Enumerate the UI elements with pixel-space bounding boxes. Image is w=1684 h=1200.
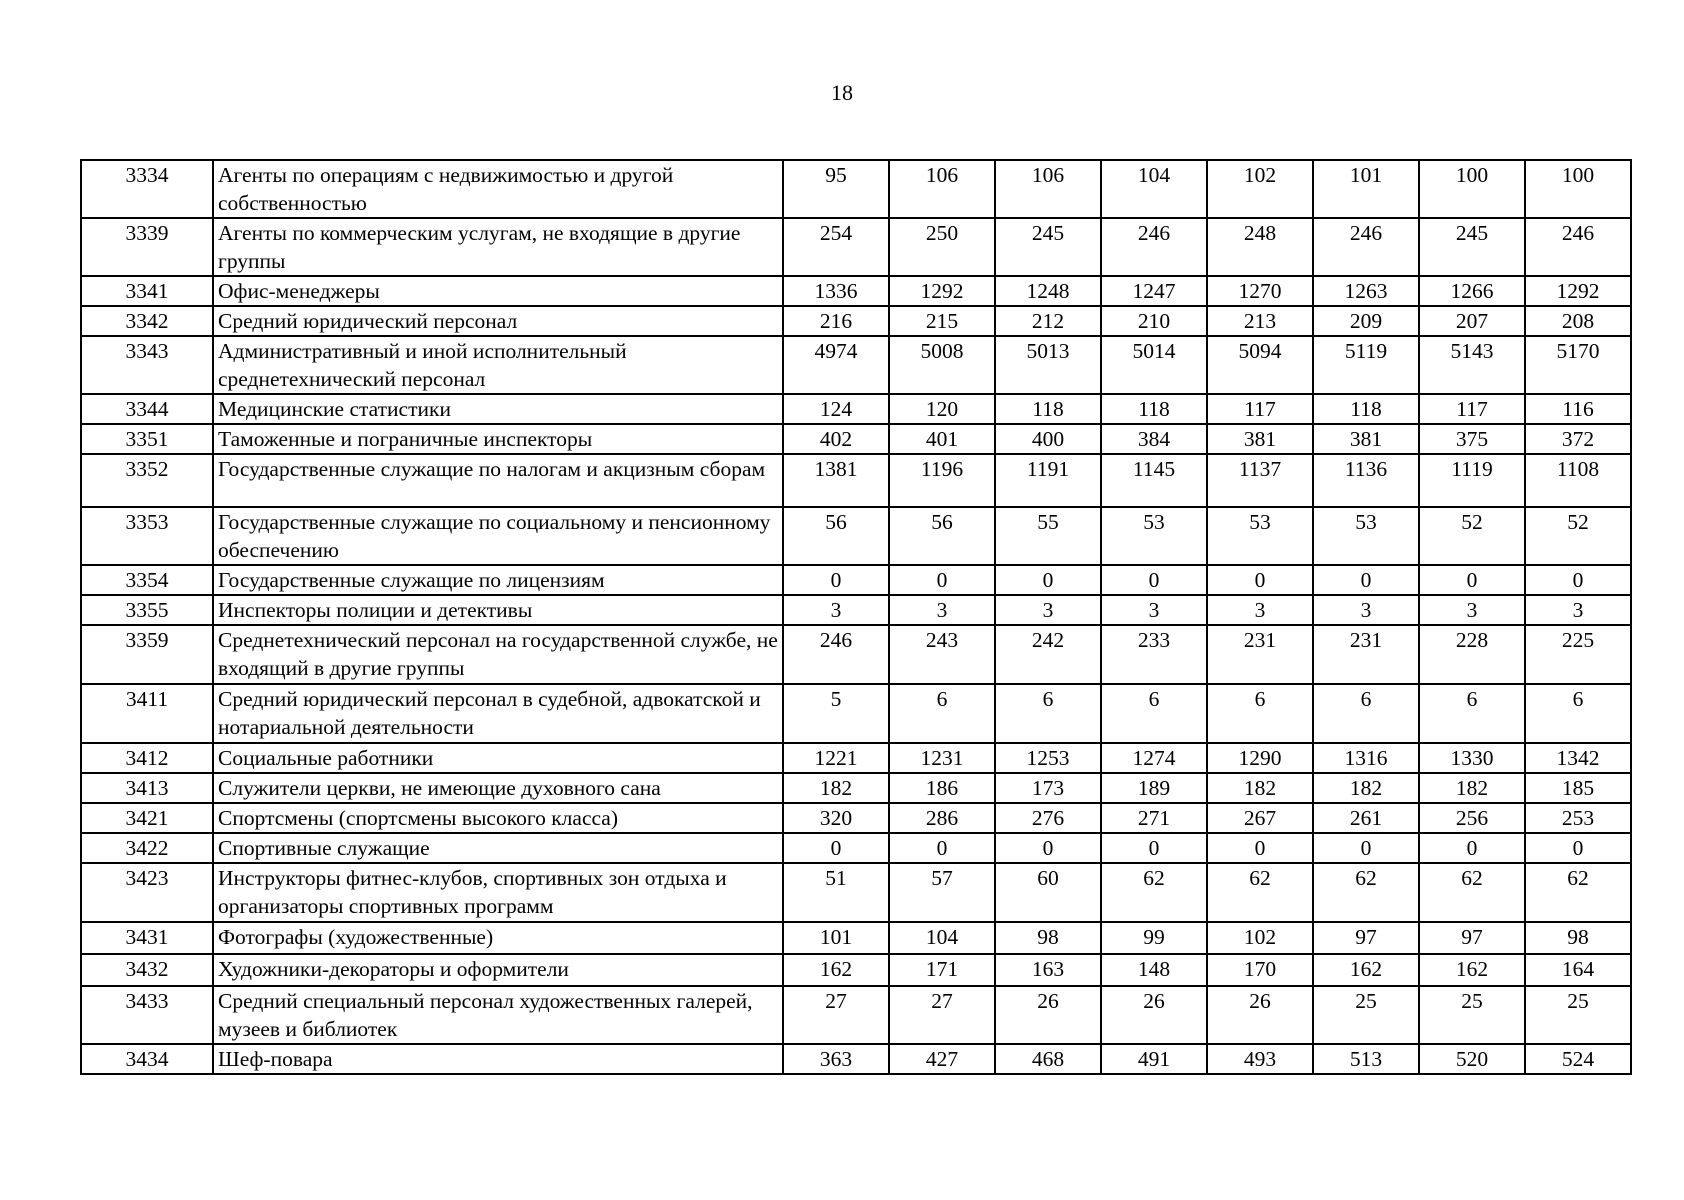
table-row — [81, 954, 1631, 986]
occupation-code: 3433 — [81, 986, 213, 1044]
value-cell: 5014 — [1101, 336, 1207, 394]
value-cell: 5094 — [1207, 336, 1313, 394]
occupation-code: 3351 — [81, 424, 213, 454]
value-cell: 372 — [1525, 424, 1631, 454]
value-cell: 1145 — [1101, 454, 1207, 507]
value-cell: 1263 — [1313, 276, 1419, 306]
occupation-code: 3354 — [81, 565, 213, 595]
value-cell: 171 — [889, 954, 995, 986]
value-cell: 320 — [783, 803, 889, 833]
occupation-code: 3359 — [81, 625, 213, 684]
value-cell: 1330 — [1419, 743, 1525, 773]
value-cell: 225 — [1525, 625, 1631, 684]
occupation-name: Среднетехнический персонал на государственной службе, не входящий в другие группы — [213, 625, 783, 684]
value-cell: 3 — [995, 595, 1101, 625]
value-cell: 3 — [783, 595, 889, 625]
value-cell: 1292 — [1525, 276, 1631, 306]
value-cell: 267 — [1207, 803, 1313, 833]
occupation-code: 3342 — [81, 306, 213, 336]
table-row — [81, 336, 1631, 394]
value-cell: 104 — [889, 922, 995, 954]
value-cell: 186 — [889, 773, 995, 803]
value-cell: 6 — [995, 684, 1101, 743]
value-cell: 253 — [1525, 803, 1631, 833]
value-cell: 97 — [1419, 922, 1525, 954]
occupation-code: 3355 — [81, 595, 213, 625]
value-cell: 493 — [1207, 1044, 1313, 1074]
value-cell: 62 — [1419, 863, 1525, 922]
value-cell: 102 — [1207, 160, 1313, 218]
occupation-code: 3344 — [81, 394, 213, 424]
occupation-name: Спортсмены (спортсмены высокого класса) — [213, 803, 783, 833]
occupation-code: 3343 — [81, 336, 213, 394]
value-cell: 0 — [1419, 565, 1525, 595]
occupation-code: 3339 — [81, 218, 213, 276]
value-cell: 1248 — [995, 276, 1101, 306]
value-cell: 3 — [1207, 595, 1313, 625]
value-cell: 118 — [995, 394, 1101, 424]
table-row — [81, 507, 1631, 565]
value-cell: 231 — [1313, 625, 1419, 684]
table-row — [81, 684, 1631, 743]
value-cell: 162 — [1419, 954, 1525, 986]
value-cell: 26 — [995, 986, 1101, 1044]
occupation-code: 3411 — [81, 684, 213, 743]
value-cell: 524 — [1525, 1044, 1631, 1074]
value-cell: 164 — [1525, 954, 1631, 986]
value-cell: 173 — [995, 773, 1101, 803]
value-cell: 5008 — [889, 336, 995, 394]
table-row — [81, 863, 1631, 922]
value-cell: 0 — [783, 565, 889, 595]
value-cell: 148 — [1101, 954, 1207, 986]
value-cell: 400 — [995, 424, 1101, 454]
occupation-name: Агенты по операциям с недвижимостью и другой собственностью — [213, 160, 783, 218]
value-cell: 98 — [1525, 922, 1631, 954]
value-cell: 363 — [783, 1044, 889, 1074]
value-cell: 117 — [1419, 394, 1525, 424]
value-cell: 62 — [1313, 863, 1419, 922]
value-cell: 162 — [1313, 954, 1419, 986]
value-cell: 0 — [1207, 565, 1313, 595]
value-cell: 26 — [1207, 986, 1313, 1044]
table-row — [81, 565, 1631, 595]
value-cell: 97 — [1313, 922, 1419, 954]
value-cell: 384 — [1101, 424, 1207, 454]
value-cell: 209 — [1313, 306, 1419, 336]
value-cell: 104 — [1101, 160, 1207, 218]
value-cell: 3 — [1101, 595, 1207, 625]
table-row — [81, 803, 1631, 833]
value-cell: 4974 — [783, 336, 889, 394]
value-cell: 1108 — [1525, 454, 1631, 507]
value-cell: 185 — [1525, 773, 1631, 803]
table-body — [81, 160, 1631, 1074]
value-cell: 56 — [889, 507, 995, 565]
table-row — [81, 1044, 1631, 1074]
value-cell: 245 — [995, 218, 1101, 276]
occupation-name: Фотографы (художественные) — [213, 922, 783, 954]
value-cell: 6 — [1313, 684, 1419, 743]
value-cell: 117 — [1207, 394, 1313, 424]
table-row — [81, 595, 1631, 625]
value-cell: 182 — [783, 773, 889, 803]
table-row — [81, 773, 1631, 803]
value-cell: 1247 — [1101, 276, 1207, 306]
value-cell: 6 — [1419, 684, 1525, 743]
occupation-code: 3341 — [81, 276, 213, 306]
occupation-name: Государственные служащие по социальному и пенсионному обеспечению — [213, 507, 783, 565]
occupation-code: 3413 — [81, 773, 213, 803]
value-cell: 3 — [1313, 595, 1419, 625]
table-row — [81, 454, 1631, 507]
occupation-code: 3412 — [81, 743, 213, 773]
value-cell: 271 — [1101, 803, 1207, 833]
table-row — [81, 986, 1631, 1044]
value-cell: 1196 — [889, 454, 995, 507]
table-row — [81, 160, 1631, 218]
value-cell: 228 — [1419, 625, 1525, 684]
value-cell: 402 — [783, 424, 889, 454]
value-cell: 106 — [995, 160, 1101, 218]
value-cell: 242 — [995, 625, 1101, 684]
value-cell: 0 — [1101, 565, 1207, 595]
value-cell: 25 — [1525, 986, 1631, 1044]
value-cell: 25 — [1313, 986, 1419, 1044]
occupation-name: Служители церкви, не имеющие духовного сана — [213, 773, 783, 803]
value-cell: 246 — [1101, 218, 1207, 276]
value-cell: 1316 — [1313, 743, 1419, 773]
value-cell: 51 — [783, 863, 889, 922]
value-cell: 120 — [889, 394, 995, 424]
value-cell: 170 — [1207, 954, 1313, 986]
value-cell: 0 — [1313, 565, 1419, 595]
value-cell: 3 — [1419, 595, 1525, 625]
value-cell: 243 — [889, 625, 995, 684]
value-cell: 491 — [1101, 1044, 1207, 1074]
value-cell: 261 — [1313, 803, 1419, 833]
value-cell: 1290 — [1207, 743, 1313, 773]
value-cell: 375 — [1419, 424, 1525, 454]
value-cell: 3 — [1525, 595, 1631, 625]
value-cell: 118 — [1101, 394, 1207, 424]
value-cell: 250 — [889, 218, 995, 276]
occupation-name: Административный и иной исполнительный среднетехнический персонал — [213, 336, 783, 394]
occupation-code: 3423 — [81, 863, 213, 922]
table-row — [81, 276, 1631, 306]
value-cell: 95 — [783, 160, 889, 218]
value-cell: 381 — [1207, 424, 1313, 454]
value-cell: 276 — [995, 803, 1101, 833]
value-cell: 248 — [1207, 218, 1313, 276]
value-cell: 246 — [1525, 218, 1631, 276]
occupation-name: Агенты по коммерческим услугам, не входящие в другие группы — [213, 218, 783, 276]
value-cell: 102 — [1207, 922, 1313, 954]
value-cell: 57 — [889, 863, 995, 922]
value-cell: 256 — [1419, 803, 1525, 833]
value-cell: 124 — [783, 394, 889, 424]
occupation-name: Таможенные и пограничные инспекторы — [213, 424, 783, 454]
table-row — [81, 306, 1631, 336]
value-cell: 60 — [995, 863, 1101, 922]
value-cell: 5143 — [1419, 336, 1525, 394]
value-cell: 0 — [1525, 833, 1631, 863]
value-cell: 0 — [1101, 833, 1207, 863]
table-row — [81, 833, 1631, 863]
value-cell: 163 — [995, 954, 1101, 986]
occupation-name: Социальные работники — [213, 743, 783, 773]
value-cell: 1381 — [783, 454, 889, 507]
value-cell: 27 — [889, 986, 995, 1044]
value-cell: 207 — [1419, 306, 1525, 336]
occupation-name: Средний специальный персонал художественных галерей, музеев и библиотек — [213, 986, 783, 1044]
table-row — [81, 394, 1631, 424]
occupation-name: Государственные служащие по лицензиям — [213, 565, 783, 595]
value-cell: 0 — [1525, 565, 1631, 595]
value-cell: 520 — [1419, 1044, 1525, 1074]
value-cell: 0 — [1313, 833, 1419, 863]
value-cell: 401 — [889, 424, 995, 454]
occupation-code: 3431 — [81, 922, 213, 954]
occupation-code: 3352 — [81, 454, 213, 507]
value-cell: 1119 — [1419, 454, 1525, 507]
value-cell: 6 — [1207, 684, 1313, 743]
value-cell: 0 — [995, 565, 1101, 595]
value-cell: 56 — [783, 507, 889, 565]
occupation-code: 3422 — [81, 833, 213, 863]
table-row — [81, 424, 1631, 454]
value-cell: 55 — [995, 507, 1101, 565]
value-cell: 52 — [1525, 507, 1631, 565]
table-row — [81, 743, 1631, 773]
value-cell: 1191 — [995, 454, 1101, 507]
occupation-code: 3432 — [81, 954, 213, 986]
occupation-name: Художники-декораторы и оформители — [213, 954, 783, 986]
value-cell: 52 — [1419, 507, 1525, 565]
value-cell: 6 — [1525, 684, 1631, 743]
value-cell: 1221 — [783, 743, 889, 773]
value-cell: 213 — [1207, 306, 1313, 336]
value-cell: 210 — [1101, 306, 1207, 336]
value-cell: 182 — [1207, 773, 1313, 803]
value-cell: 62 — [1101, 863, 1207, 922]
value-cell: 25 — [1419, 986, 1525, 1044]
value-cell: 100 — [1419, 160, 1525, 218]
occupation-code: 3353 — [81, 507, 213, 565]
value-cell: 3 — [889, 595, 995, 625]
value-cell: 208 — [1525, 306, 1631, 336]
value-cell: 53 — [1207, 507, 1313, 565]
value-cell: 182 — [1419, 773, 1525, 803]
value-cell: 6 — [889, 684, 995, 743]
occupation-name: Спортивные служащие — [213, 833, 783, 863]
value-cell: 1136 — [1313, 454, 1419, 507]
value-cell: 5119 — [1313, 336, 1419, 394]
value-cell: 106 — [889, 160, 995, 218]
value-cell: 1137 — [1207, 454, 1313, 507]
table-row — [81, 625, 1631, 684]
value-cell: 245 — [1419, 218, 1525, 276]
occupation-name: Государственные служащие по налогам и акцизным сборам — [213, 454, 783, 507]
value-cell: 1336 — [783, 276, 889, 306]
value-cell: 53 — [1101, 507, 1207, 565]
value-cell: 1274 — [1101, 743, 1207, 773]
value-cell: 212 — [995, 306, 1101, 336]
value-cell: 101 — [783, 922, 889, 954]
occupation-name: Средний юридический персонал в судебной, адвокатской и нотариальной деятельности — [213, 684, 783, 743]
value-cell: 98 — [995, 922, 1101, 954]
value-cell: 100 — [1525, 160, 1631, 218]
value-cell: 0 — [995, 833, 1101, 863]
value-cell: 0 — [889, 833, 995, 863]
occupation-name: Средний юридический персонал — [213, 306, 783, 336]
value-cell: 233 — [1101, 625, 1207, 684]
value-cell: 0 — [783, 833, 889, 863]
value-cell: 62 — [1525, 863, 1631, 922]
value-cell: 1231 — [889, 743, 995, 773]
value-cell: 5 — [783, 684, 889, 743]
value-cell: 5170 — [1525, 336, 1631, 394]
value-cell: 468 — [995, 1044, 1101, 1074]
occupation-code: 3434 — [81, 1044, 213, 1074]
value-cell: 513 — [1313, 1044, 1419, 1074]
value-cell: 1253 — [995, 743, 1101, 773]
table-row — [81, 218, 1631, 276]
value-cell: 162 — [783, 954, 889, 986]
value-cell: 0 — [889, 565, 995, 595]
value-cell: 1266 — [1419, 276, 1525, 306]
occupation-code: 3334 — [81, 160, 213, 218]
value-cell: 231 — [1207, 625, 1313, 684]
occupation-table — [80, 159, 1632, 1075]
value-cell: 27 — [783, 986, 889, 1044]
value-cell: 1292 — [889, 276, 995, 306]
value-cell: 116 — [1525, 394, 1631, 424]
value-cell: 246 — [783, 625, 889, 684]
occupation-name: Инструкторы фитнес-клубов, спортивных зон отдыха и организаторы спортивных программ — [213, 863, 783, 922]
value-cell: 216 — [783, 306, 889, 336]
value-cell: 62 — [1207, 863, 1313, 922]
value-cell: 1270 — [1207, 276, 1313, 306]
occupation-name: Медицинские статистики — [213, 394, 783, 424]
occupation-name: Офис-менеджеры — [213, 276, 783, 306]
value-cell: 0 — [1207, 833, 1313, 863]
value-cell: 189 — [1101, 773, 1207, 803]
value-cell: 215 — [889, 306, 995, 336]
value-cell: 427 — [889, 1044, 995, 1074]
value-cell: 182 — [1313, 773, 1419, 803]
value-cell: 53 — [1313, 507, 1419, 565]
value-cell: 6 — [1101, 684, 1207, 743]
occupation-name: Шеф-повара — [213, 1044, 783, 1074]
value-cell: 254 — [783, 218, 889, 276]
value-cell: 0 — [1419, 833, 1525, 863]
value-cell: 381 — [1313, 424, 1419, 454]
value-cell: 5013 — [995, 336, 1101, 394]
value-cell: 26 — [1101, 986, 1207, 1044]
value-cell: 1342 — [1525, 743, 1631, 773]
occupation-code: 3421 — [81, 803, 213, 833]
value-cell: 286 — [889, 803, 995, 833]
page-number: 18 — [831, 80, 853, 105]
value-cell: 118 — [1313, 394, 1419, 424]
value-cell: 246 — [1313, 218, 1419, 276]
value-cell: 99 — [1101, 922, 1207, 954]
occupation-name: Инспекторы полиции и детективы — [213, 595, 783, 625]
table-row — [81, 922, 1631, 954]
value-cell: 101 — [1313, 160, 1419, 218]
